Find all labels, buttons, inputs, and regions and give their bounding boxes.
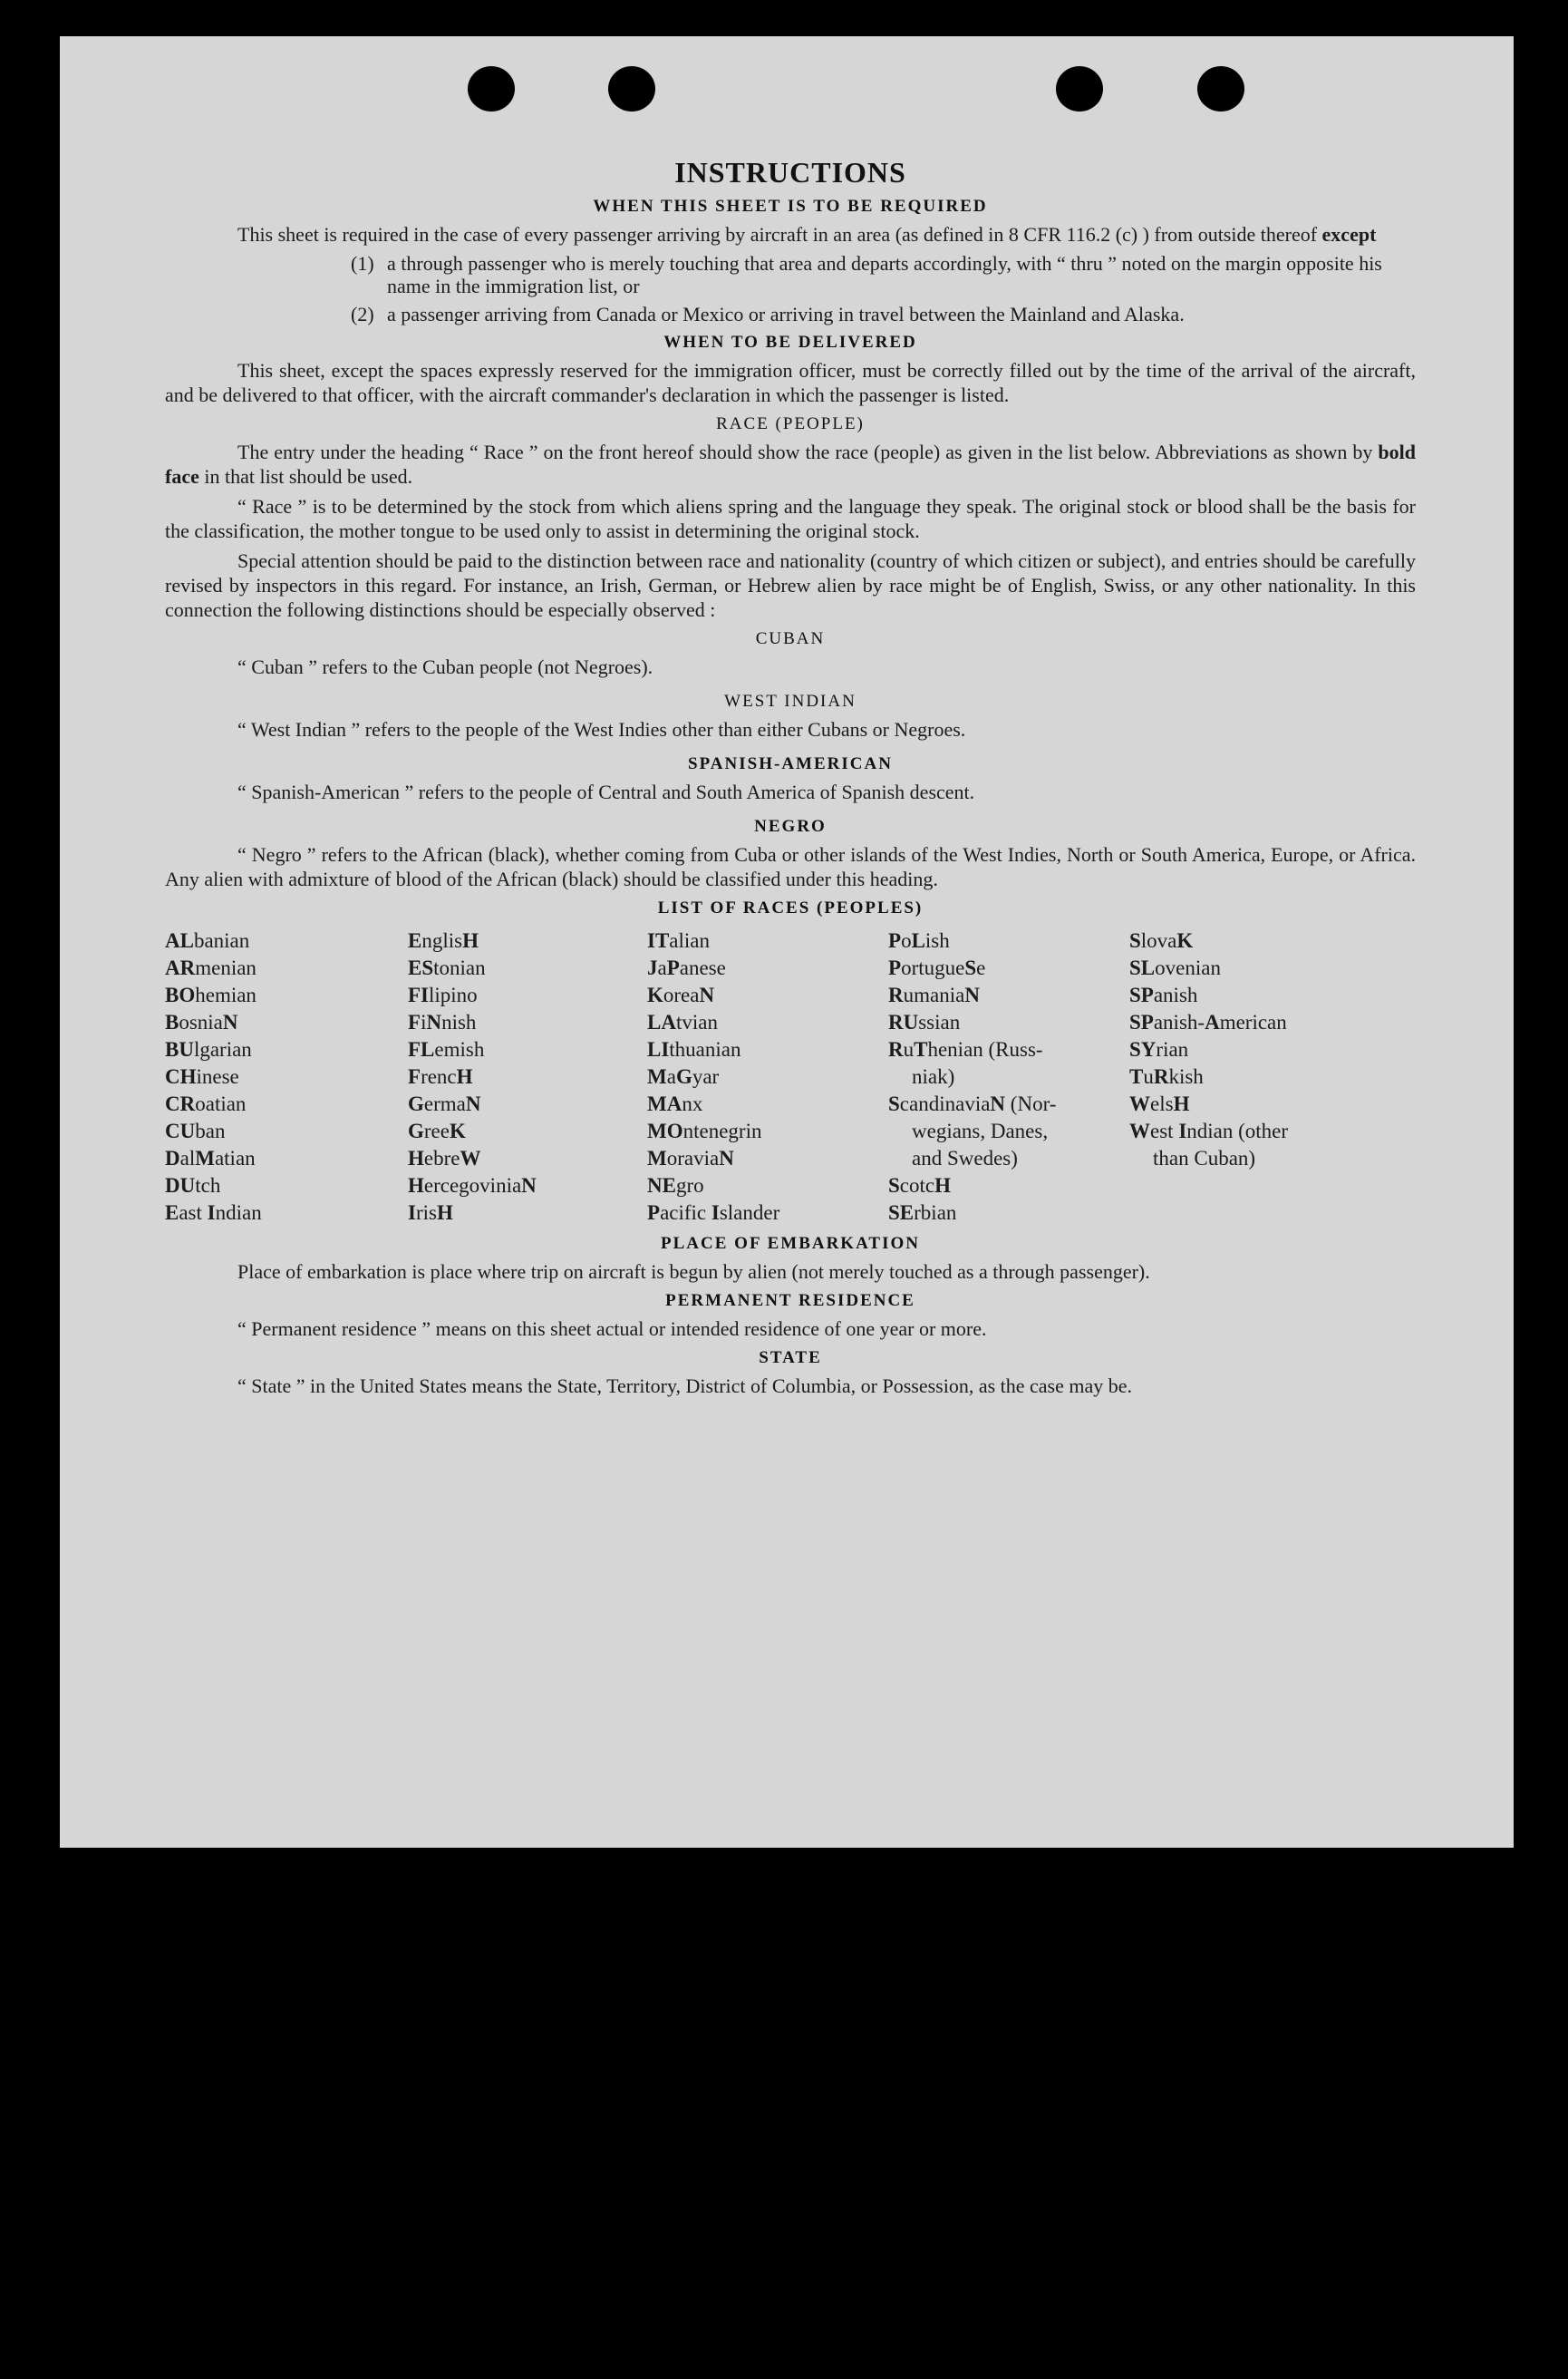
race-abbreviation: H: [408, 1147, 424, 1170]
race-name-part: yar: [692, 1065, 720, 1088]
race-abbreviation: H: [456, 1065, 473, 1088]
race-entry: [408, 1199, 647, 1227]
race-name-part: oatian: [195, 1092, 247, 1115]
item-number: (2): [351, 303, 374, 325]
race-abbreviation: SE: [888, 1201, 915, 1224]
race-name-part: rian: [1156, 1038, 1189, 1061]
race-abbreviation: P: [666, 956, 680, 979]
race-abbreviation: P: [647, 1201, 661, 1224]
race-abbreviation: N: [521, 1174, 537, 1197]
race-abbreviation: H: [408, 1174, 424, 1197]
race-entry: [165, 1063, 408, 1091]
race-abbreviation: T: [914, 1038, 928, 1061]
race-name-part: a: [666, 1065, 676, 1088]
race-name-part: (Nor-: [1005, 1092, 1057, 1115]
race-abbreviation: N: [990, 1092, 1006, 1115]
race-abbreviation: SL: [1129, 956, 1156, 979]
negro-section: [165, 817, 1416, 891]
race-entry: [165, 1145, 408, 1172]
race-paragraph-3: Special attention should be paid to the distinction between race and nationality (country of which citizen or subject), and entries should be carefully revised by inspectors in this regard. For instance, an Irish, German, or Hebrew alien by race might be of English, Swiss, or any other nationality. In this connection the following distinctions should be especially observed :: [165, 549, 1416, 621]
race-abbreviation: P: [888, 956, 902, 979]
race-name-part: ercegovinia: [423, 1174, 522, 1197]
race-entry: [165, 955, 408, 982]
race-p1-bold: bold face: [165, 441, 1417, 488]
races-column: [1129, 927, 1401, 1227]
race-abbreviation: M: [195, 1147, 215, 1170]
item-text: a passenger arriving from Canada or Mexico or arriving in travel between the Mainland and Alaska.: [387, 303, 1185, 325]
races-column: [888, 927, 1129, 1227]
race-entry: [647, 955, 888, 982]
race-p1-text: The entry under the heading “ Race ” on the front hereof should show the race (people) as given in the list below. Abbreviations as shown by: [237, 441, 1373, 463]
race-entry: [888, 1063, 1129, 1091]
race-abbreviation: A: [1205, 1011, 1220, 1034]
cuban-section: [165, 629, 1416, 679]
race-abbreviation: N: [964, 984, 980, 1006]
race-name-part: erma: [423, 1092, 466, 1115]
race-entry: [647, 1063, 888, 1091]
race-abbreviation: N: [426, 1011, 442, 1034]
race-entry: [165, 982, 408, 1009]
race-entry: [888, 1172, 1129, 1199]
race-entry: [165, 1199, 408, 1227]
race-entry: [647, 927, 888, 955]
race-name-part: ban: [195, 1120, 226, 1142]
race-abbreviation: L: [911, 929, 925, 952]
race-name-part: banian: [193, 929, 250, 952]
race-abbreviation: B: [165, 1011, 179, 1034]
race-abbreviation: R: [888, 1038, 904, 1061]
race-entry: [1129, 1118, 1401, 1145]
race-name-part: al: [179, 1147, 196, 1170]
page-title: INSTRUCTIONS: [674, 156, 906, 189]
race-abbreviation: CH: [165, 1065, 197, 1088]
embarkation-text: Place of embarkation is place where trip on aircraft is begun by alien (not merely touched as a through passenger).: [237, 1260, 1150, 1283]
race-abbreviation: H: [1173, 1092, 1190, 1115]
race-abbreviation: G: [675, 1065, 692, 1088]
race-abbreviation: AL: [165, 929, 194, 952]
race-name-part: nx: [682, 1092, 703, 1115]
race-entry: [165, 1009, 408, 1036]
race-name-part: orea: [663, 984, 700, 1006]
race-abbreviation: I: [711, 1201, 720, 1224]
race-name-part: anish-: [1153, 1011, 1205, 1034]
race-abbreviation: MO: [647, 1120, 683, 1142]
race-entry: [647, 1118, 888, 1145]
required-item-2: [165, 303, 1416, 325]
race-abbreviation: P: [888, 929, 902, 952]
race-entry: [1129, 955, 1401, 982]
race-abbreviation: F: [408, 1065, 421, 1088]
race-name-part: hemian: [195, 984, 256, 1006]
instructions-content: [165, 156, 1416, 1403]
race-entry: [408, 1036, 647, 1063]
race-abbreviation: CR: [165, 1092, 196, 1115]
race-name-part: kish: [1168, 1065, 1204, 1088]
race-abbreviation: N: [699, 984, 715, 1006]
race-abbreviation: G: [408, 1092, 424, 1115]
delivered-heading: WHEN TO BE DELIVERED: [663, 333, 917, 352]
cuban-definition: “ Cuban ” refers to the Cuban people (not Negroes).: [237, 655, 653, 678]
race-entry: [408, 1091, 647, 1118]
race-name-part: lova: [1140, 929, 1177, 952]
punch-hole: [468, 66, 515, 112]
race-abbreviation: F: [408, 1011, 421, 1034]
race-entry: [408, 927, 647, 955]
race-abbreviation: S: [1129, 929, 1141, 952]
race-name-part: a: [657, 956, 667, 979]
race-name-part: ntenegrin: [682, 1120, 762, 1142]
race-heading: RACE (PEOPLE): [716, 414, 865, 433]
races-list-heading: LIST OF RACES (PEOPLES): [657, 898, 924, 918]
race-entry: [165, 1091, 408, 1118]
race-entry: [1129, 1063, 1401, 1091]
race-abbreviation: SP: [1129, 1011, 1154, 1034]
race-name-part: candinavia: [899, 1092, 991, 1115]
race-name-part: rbian: [914, 1201, 957, 1224]
race-abbreviation: BU: [165, 1038, 194, 1061]
race-abbreviation: H: [462, 929, 479, 952]
required-intro-except: except: [1321, 223, 1377, 246]
race-abbreviation: G: [408, 1120, 424, 1142]
race-entry: [408, 955, 647, 982]
race-abbreviation: S: [964, 956, 977, 979]
race-paragraph-2: “ Race ” is to be determined by the stock from which aliens spring and the language they speak. The original stock or blood shall be the basis for the classification, the mother tongue to be used only to assist in determining the original stock.: [165, 495, 1416, 542]
race-entry: [408, 1172, 647, 1199]
race-entry: [165, 927, 408, 955]
race-abbreviation: N: [222, 1011, 238, 1034]
race-entry: [888, 927, 1129, 955]
race-name-part: tonian: [433, 956, 486, 979]
race-abbreviation: I: [1178, 1120, 1187, 1142]
race-name-part: lipino: [429, 984, 478, 1006]
race-name-part: oravia: [666, 1147, 720, 1170]
race-entry: [647, 982, 888, 1009]
race-abbreviation: R: [1153, 1065, 1169, 1088]
race-entry: [408, 1009, 647, 1036]
race-entry: [1129, 982, 1401, 1009]
race-name-part: inese: [196, 1065, 239, 1088]
required-heading: WHEN THIS SHEET IS TO BE REQUIRED: [593, 197, 988, 216]
race-name-part: renc: [421, 1065, 457, 1088]
race-name-part: u: [1143, 1065, 1154, 1088]
cuban-heading: CUBAN: [755, 629, 826, 648]
race-name-part: gro: [675, 1174, 704, 1197]
race-entry: [888, 1091, 1129, 1118]
race-abbreviation: W: [1129, 1120, 1150, 1142]
race-name-part: ast: [179, 1201, 208, 1224]
race-abbreviation: BO: [165, 984, 196, 1006]
race-abbreviation: D: [165, 1147, 180, 1170]
negro-heading: NEGRO: [754, 817, 827, 836]
required-intro-text: This sheet is required in the case of every passenger arriving by aircraft in an area (as defined in 8 CFR 116.2 (c) ) from outside thereof: [237, 223, 1318, 246]
races-column: [408, 927, 647, 1227]
race-entry: [1129, 1091, 1401, 1118]
race-name-part: ris: [415, 1201, 437, 1224]
race-name-part: ovenian: [1155, 956, 1221, 979]
race-abbreviation: N: [465, 1092, 481, 1115]
races-list: [165, 927, 1416, 1227]
race-abbreviation: T: [1129, 1065, 1144, 1088]
race-abbreviation: AR: [165, 956, 196, 979]
race-abbreviation: R: [888, 984, 904, 1006]
residence-heading: PERMANENT RESIDENCE: [665, 1291, 915, 1310]
race-entry: [408, 1145, 647, 1172]
race-name-part: slander: [719, 1201, 780, 1224]
race-entry: [1129, 1145, 1401, 1172]
race-abbreviation: RU: [888, 1011, 919, 1034]
race-abbreviation: S: [888, 1174, 900, 1197]
race-abbreviation: MA: [647, 1092, 682, 1115]
race-abbreviation: E: [165, 1201, 179, 1224]
race-entry: [647, 1009, 888, 1036]
race-name-part: henian (Russ-: [927, 1038, 1043, 1061]
race-entry: [647, 1145, 888, 1172]
race-abbreviation: H: [436, 1201, 453, 1224]
race-entry: [1129, 1036, 1401, 1063]
race-name-part: e: [976, 956, 986, 979]
race-entry: [647, 1172, 888, 1199]
item-text: a through passenger who is merely touching that area and departs accordingly, with “ thru ” noted on the margin opposite his name in the immigration list, or: [387, 252, 1382, 297]
punch-hole: [608, 66, 655, 112]
required-item-1: [165, 252, 1416, 297]
race-name-part: anish: [1153, 984, 1198, 1006]
races-column: [165, 927, 408, 1227]
race-entry: [408, 1118, 647, 1145]
race-abbreviation: IT: [647, 929, 670, 952]
race-entry: [408, 1063, 647, 1091]
race-abbreviation: N: [719, 1147, 734, 1170]
race-entry: [408, 982, 647, 1009]
race-abbreviation: S: [888, 1092, 900, 1115]
race-entry: [888, 1036, 1129, 1063]
race-name-part: i: [421, 1011, 427, 1034]
race-name-part: atian: [214, 1147, 256, 1170]
race-name-part: nglis: [421, 929, 463, 952]
race-name-part: tch: [195, 1174, 221, 1197]
race-abbreviation: E: [408, 929, 422, 952]
race-name-part: ebre: [423, 1147, 460, 1170]
required-intro: [165, 222, 1416, 247]
race-name-part: ish: [924, 929, 950, 952]
race-abbreviation: J: [647, 956, 658, 979]
race-abbreviation: CU: [165, 1120, 196, 1142]
race-abbreviation: M: [647, 1065, 667, 1088]
race-name-part: ssian: [918, 1011, 961, 1034]
race-entry-continuation: wegians, Danes,: [912, 1120, 1049, 1142]
race-entry-continuation: and Swedes): [912, 1147, 1018, 1170]
races-column: [647, 927, 888, 1227]
race-name-part: acific: [660, 1201, 711, 1224]
race-abbreviation: I: [207, 1201, 216, 1224]
residence-text: “ Permanent residence ” means on this sheet actual or intended residence of one year or more.: [237, 1317, 987, 1340]
race-entry: [647, 1036, 888, 1063]
item-number: (1): [351, 252, 374, 275]
race-name-part: thuanian: [669, 1038, 741, 1061]
spanish-american-heading: SPANISH-AMERICAN: [688, 754, 893, 773]
spanish-american-definition: “ Spanish-American ” refers to the people of Central and South America of Spanish descent.: [237, 781, 975, 803]
negro-definition: “ Negro ” refers to the African (black), whether coming from Cuba or other islands of the West Indies, North or South America, Europe, or Africa. Any alien with admixture of blood of the African (black) should be classified under this heading.: [165, 843, 1416, 890]
race-abbreviation: W: [1129, 1092, 1150, 1115]
race-entry-continuation: than Cuban): [1153, 1147, 1256, 1170]
race-entry: [888, 1199, 1129, 1227]
race-abbreviation: K: [449, 1120, 466, 1142]
race-abbreviation: NE: [647, 1174, 676, 1197]
state-heading: STATE: [759, 1348, 822, 1367]
race-abbreviation: K: [647, 984, 663, 1006]
race-entry: [165, 1118, 408, 1145]
race-name-part: nish: [441, 1011, 477, 1034]
race-name-part: emish: [434, 1038, 485, 1061]
race-abbreviation: I: [408, 1201, 416, 1224]
race-abbreviation: M: [647, 1147, 667, 1170]
race-entry: [1129, 1009, 1401, 1036]
race-name-part: o: [901, 929, 912, 952]
race-entry: [647, 1091, 888, 1118]
race-entry: [888, 1009, 1129, 1036]
race-entry: [888, 1145, 1129, 1172]
punch-hole: [1056, 66, 1103, 112]
punch-hole: [1197, 66, 1244, 112]
race-entry: [165, 1172, 408, 1199]
race-p1-end: in that list should be used.: [204, 465, 413, 488]
race-name-part: ndian (other: [1186, 1120, 1289, 1142]
race-name-part: osnia: [179, 1011, 223, 1034]
embarkation-heading: PLACE OF EMBARKATION: [661, 1234, 920, 1253]
west-indian-definition: “ West Indian ” refers to the people of the West Indies other than either Cubans or Negroes.: [237, 718, 966, 741]
race-abbreviation: LA: [647, 1011, 676, 1034]
race-abbreviation: H: [934, 1174, 951, 1197]
race-name-part: ortugue: [901, 956, 965, 979]
document-page: [60, 36, 1514, 1848]
race-abbreviation: DU: [165, 1174, 196, 1197]
race-name-part: anese: [679, 956, 726, 979]
race-name-part: merican: [1219, 1011, 1287, 1034]
race-abbreviation: FL: [408, 1038, 435, 1061]
race-entry: [1129, 927, 1401, 955]
race-name-part: est: [1150, 1120, 1179, 1142]
race-abbreviation: LI: [647, 1038, 670, 1061]
race-entry: [647, 1199, 888, 1227]
race-name-part: u: [903, 1038, 915, 1061]
race-entry: [888, 1118, 1129, 1145]
race-name-part: els: [1150, 1092, 1174, 1115]
spanish-american-section: [165, 754, 1416, 804]
race-entry-continuation: niak): [912, 1065, 955, 1088]
race-name-part: menian: [195, 956, 256, 979]
race-name-part: tvian: [675, 1011, 718, 1034]
delivered-text: This sheet, except the spaces expressly reserved for the immigration officer, must be correctly filled out by the time of the arrival of the aircraft, and be delivered to that officer, with the aircraft commander's declaration in which the passenger is listed.: [165, 359, 1416, 406]
race-paragraph-1: [165, 440, 1416, 489]
race-abbreviation: SP: [1129, 984, 1154, 1006]
race-abbreviation: FI: [408, 984, 429, 1006]
race-name-part: alian: [669, 929, 710, 952]
race-abbreviation: SY: [1129, 1038, 1157, 1061]
race-name-part: umania: [903, 984, 965, 1006]
state-text: “ State ” in the United States means the State, Territory, District of Columbia, or Possession, as the case may be.: [237, 1374, 1133, 1397]
race-abbreviation: W: [460, 1147, 481, 1170]
race-abbreviation: ES: [408, 956, 434, 979]
race-name-part: ndian: [215, 1201, 262, 1224]
race-entry: [888, 982, 1129, 1009]
race-entry: [165, 1036, 408, 1063]
race-name-part: lgarian: [193, 1038, 252, 1061]
race-entry: [888, 955, 1129, 982]
race-name-part: ree: [423, 1120, 450, 1142]
west-indian-section: [165, 692, 1416, 742]
race-abbreviation: K: [1176, 929, 1194, 952]
west-indian-heading: WEST INDIAN: [724, 692, 857, 711]
race-name-part: cotc: [899, 1174, 935, 1197]
